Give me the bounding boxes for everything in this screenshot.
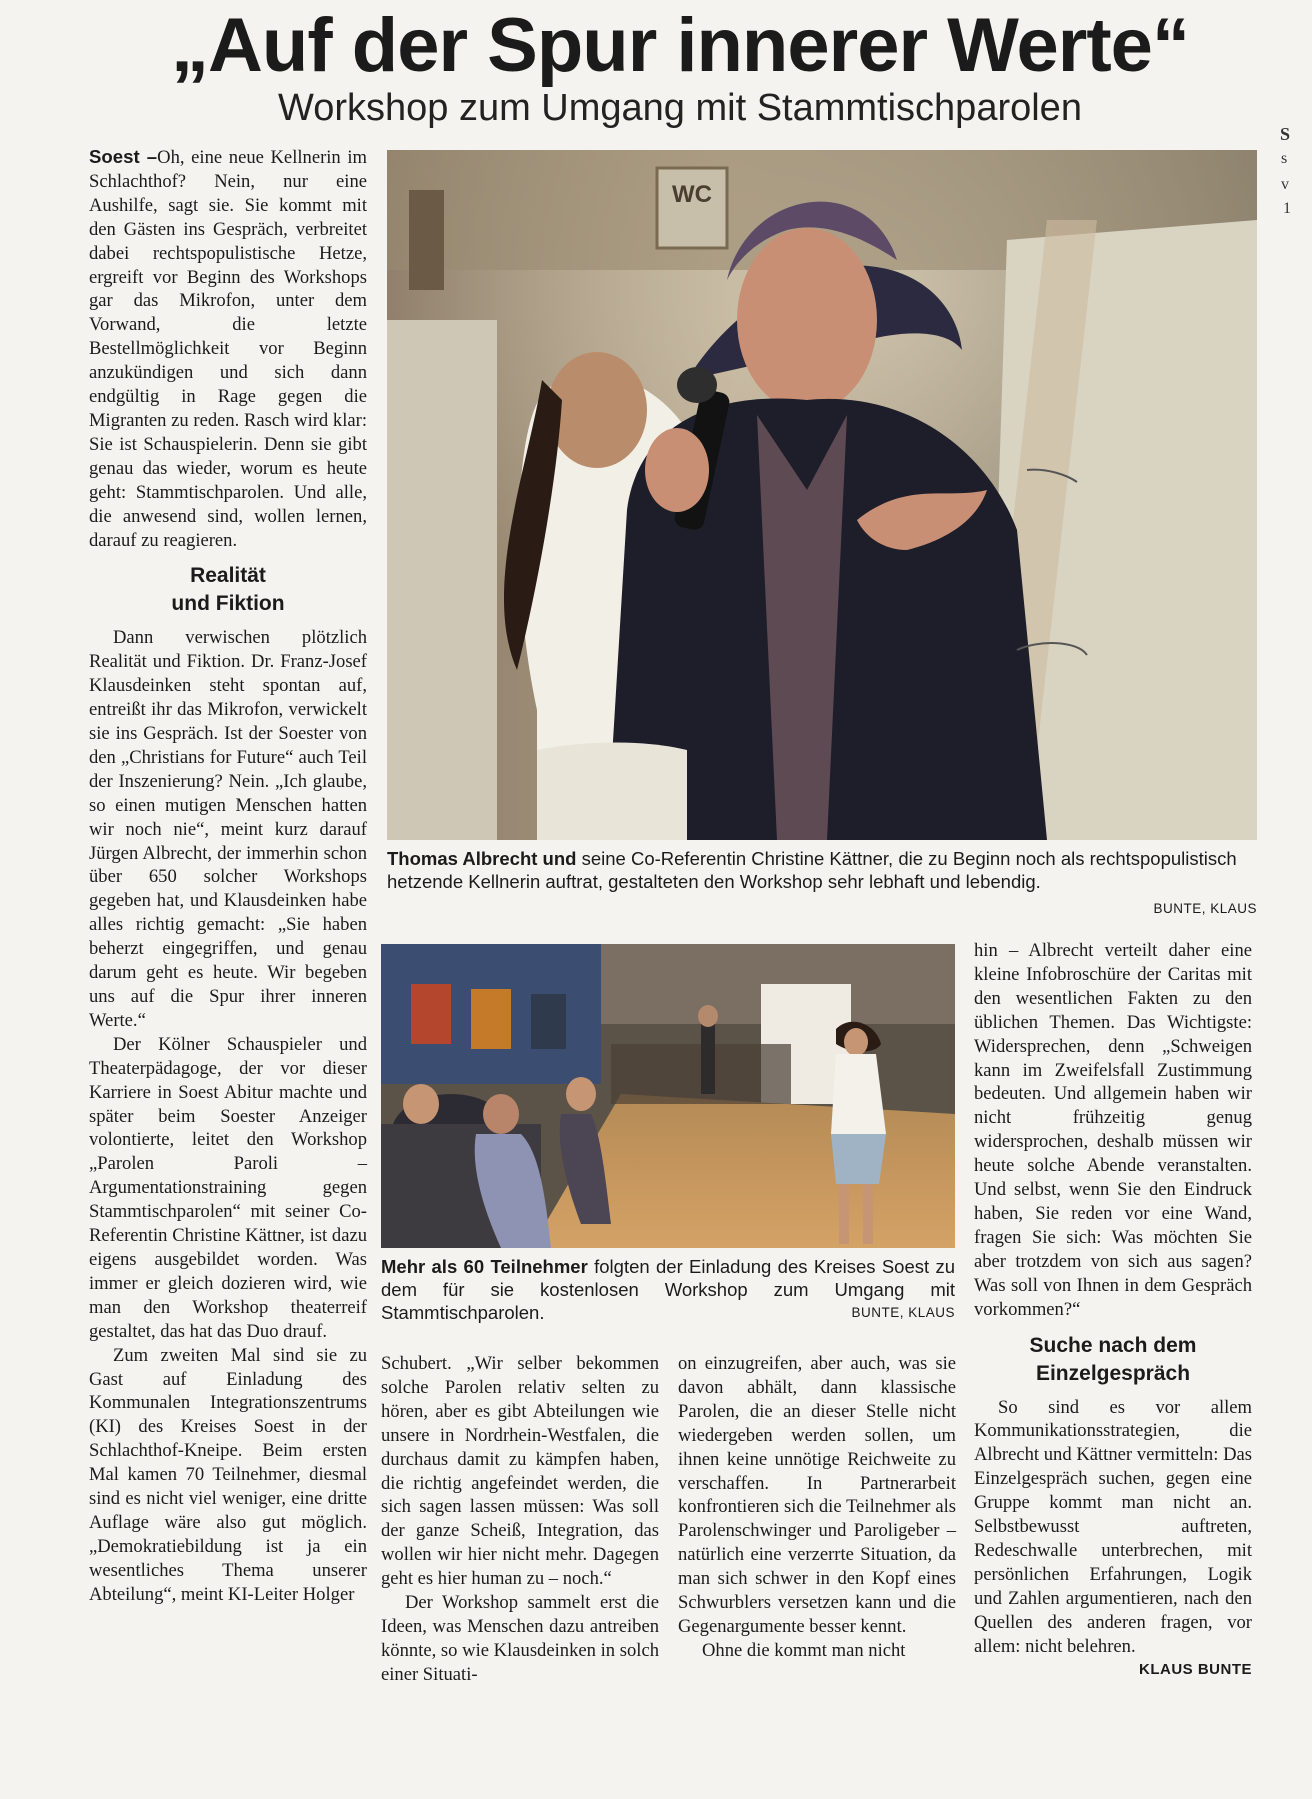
photo-speaker: [387, 150, 1257, 840]
paragraph: hin – Albrecht verteilt daher eine kleine Infobroschüre der Caritas mit den wesentlichen Fakten zu den üblichen Themen. Das Wichtigste: Widersprechen, denn „Schweigen kann im Zweifelsfall Zustimmung bedeuten. Und allgemein haben wir nicht frühzeitig genug widersprochen, deshalb müssen wir heute solche Abende veranstalten. Und selbst, wenn Sie den Eindruck haben, Sie reden vor eine Wand, fragen Sie sich: Was möchten Sie aber trotzdem von sich aus sagen? Was soll von Ihnen in dem Gespräch vorkommen?“: [974, 940, 1252, 1320]
paragraph: Dann verwischen plötzlich Realität und Fiktion. Dr. Franz-Josef Klausdeinken steht spontan auf, entreißt ihr das Mikrofon, verwickelt sie ins Gespräch. Ist der Soester von den „Christians for Future“ auch Teil der Inszenierung? Nein. „Ich glaube, so einen mutigen Menschen hatten wir noch nie“, meint kurz darauf Jürgen Albrecht, der immerhin schon über 650 solcher Workshops gegeben hat, und Klausdeinken habe alles richtig gemacht: „Sie haben beherzt eingegriffen, und genau darum geht es heute. Wir begeben uns auf die Spur ihrer inneren Werte.“: [89, 627, 367, 1031]
headline: „Auf der Spur innerer Werte“: [171, 3, 1189, 88]
edge-letter: v: [1281, 176, 1289, 193]
edge-letter: s: [1281, 150, 1288, 167]
paragraph: Zum zweiten Mal sind sie zu Gast auf Einladung des Kommunalen Integrationszentrums (KI) des Kreises Soest in der Schlachthof-Kneipe. Beim ersten Mal kamen 70 Teilnehmer, diesmal sind es nicht viel weniger, eine dritte Auflage wäre also gut möglich. „Demokratiebildung ist ja ein wesentliches Thema unserer Abteilung“, meint KI-Leiter Holger: [89, 1344, 367, 1605]
paragraph: Schubert. „Wir selber bekommen solche Parolen relativ selten zu hören, aber es gibt Abteilungen wie unsere in Nordrhein-Westfalen, die durchaus damit zu kämpfen haben, die richtig angefeindet werden, die sich sagen lassen müssen: Was soll der ganze Scheiß, Integration, das wollen wir hier nicht mehr. Dagegen geht es hier human zu – noch.“: [381, 1353, 659, 1590]
column-3: [678, 1352, 956, 1663]
wc-sign: WC: [672, 181, 712, 208]
photo-speaker-image: [387, 150, 1257, 840]
photo-audience-credit: BUNTE, KLAUS: [851, 1305, 955, 1320]
paragraph: Der Kölner Schauspieler und Theaterpädagoge, der vor dieser Karriere in Soest Abitur machte und später beim Soester Anzeiger volontierte, leitet den Workshop „Parolen Paroli – Argumentationstraining gegen Stammtischparolen“ mit seiner Co-Referentin Christine Kättner, ist dazu eigens ausgebildet worden. Was immer er gleich dozieren wird, wie man den Workshop theaterreif gestaltet, das hat das Duo drauf.: [89, 1033, 367, 1342]
photo-speaker-caption: Thomas Albrecht und seine Co-Referentin Christine Kättner, die zu Beginn noch als rechtspopulistisch hetzende Kellnerin auftrat, gestalteten den Workshop sehr lebhaft und lebendig.: [387, 848, 1237, 892]
subheading-realitaet: Realität und Fiktion: [171, 564, 285, 616]
paragraph: Der Workshop sammelt erst die Ideen, was Menschen dazu antreiben könnte, so wie Klausdeinken in solch einer Situati-: [381, 1592, 659, 1685]
edge-letter: S: [1280, 124, 1291, 144]
subheadline: Workshop zum Umgang mit Stammtischparolen: [278, 87, 1082, 129]
edge-letter: 1: [1283, 200, 1291, 217]
photo-speaker-credit: BUNTE, KLAUS: [1153, 901, 1257, 916]
column-2: [381, 1352, 659, 1687]
paragraph: Soest –Oh, eine neue Kellnerin im Schlachthof? Nein, nur eine Aushilfe, sagt sie. Sie kommt mit den Gästen ins Gespräch, verbreitet dabei rechtspopulistische Hetze, ergreift vor Beginn des Workshops gar das Mikrofon, unter dem Vorwand, die letzte Bestellmöglichkeit vor Beginn anzukündigen und sich dann endgültig in Rage gegen die Migranten zu reden. Rasch wird klar: Sie ist Schauspielerin. Denn sie gibt genau das wieder, worum es heute geht: Stammtischparolen. Und alle, die anwesend sind, wollen lernen, darauf zu reagieren.: [89, 146, 367, 551]
author-byline: KLAUS BUNTE: [1139, 1661, 1252, 1679]
dateline: Soest –: [89, 146, 158, 167]
paragraph: Ohne die kommt man nicht: [702, 1639, 906, 1661]
photo-audience-caption: Mehr als 60 Teilnehmer folgten der Einladung des Kreises Soest zu dem für sie kostenlosen Workshop zum Umgang mit Stammtischparolen.: [381, 1256, 955, 1323]
column-1: [89, 145, 367, 1607]
paragraph: on einzugreifen, aber auch, was sie davon abhält, dann klassische Parolen, die an dieser Stelle nicht wiedergeben werden sollen, um ihnen keine unnötige Reichweite zu verschaffen. In Partnerarbeit konfrontieren sich die Teilnehmer als Parolenschwinger und Paroligeber – natürlich eine verzerrte Situation, da man sich schwer in den Kopf eines Schwurblers versetzen kann und die Gegenargumente besser kennt.: [678, 1353, 956, 1637]
photo-audience-image: [381, 944, 955, 1248]
subheading-einzelgespraech: Suche nach dem Einzelgespräch: [1029, 1333, 1197, 1385]
paragraph: So sind es vor allem Kommunikationsstrategien, die Albrecht und Kättner vermitteln: Das Einzelgespräch suchen, gegen eine Gruppe kommt man nicht an. Selbstbewusst auftreten, Redeschwalle unterbrechen, mit persönlichen Erfahrungen, Logik und Zahlen argumentieren, nach den Quellen des anderen fragen, vor allem: nicht belehren. KLAUS BUNTE: [974, 1396, 1252, 1659]
photo-audience: [381, 944, 955, 1248]
column-4: [974, 939, 1252, 1682]
